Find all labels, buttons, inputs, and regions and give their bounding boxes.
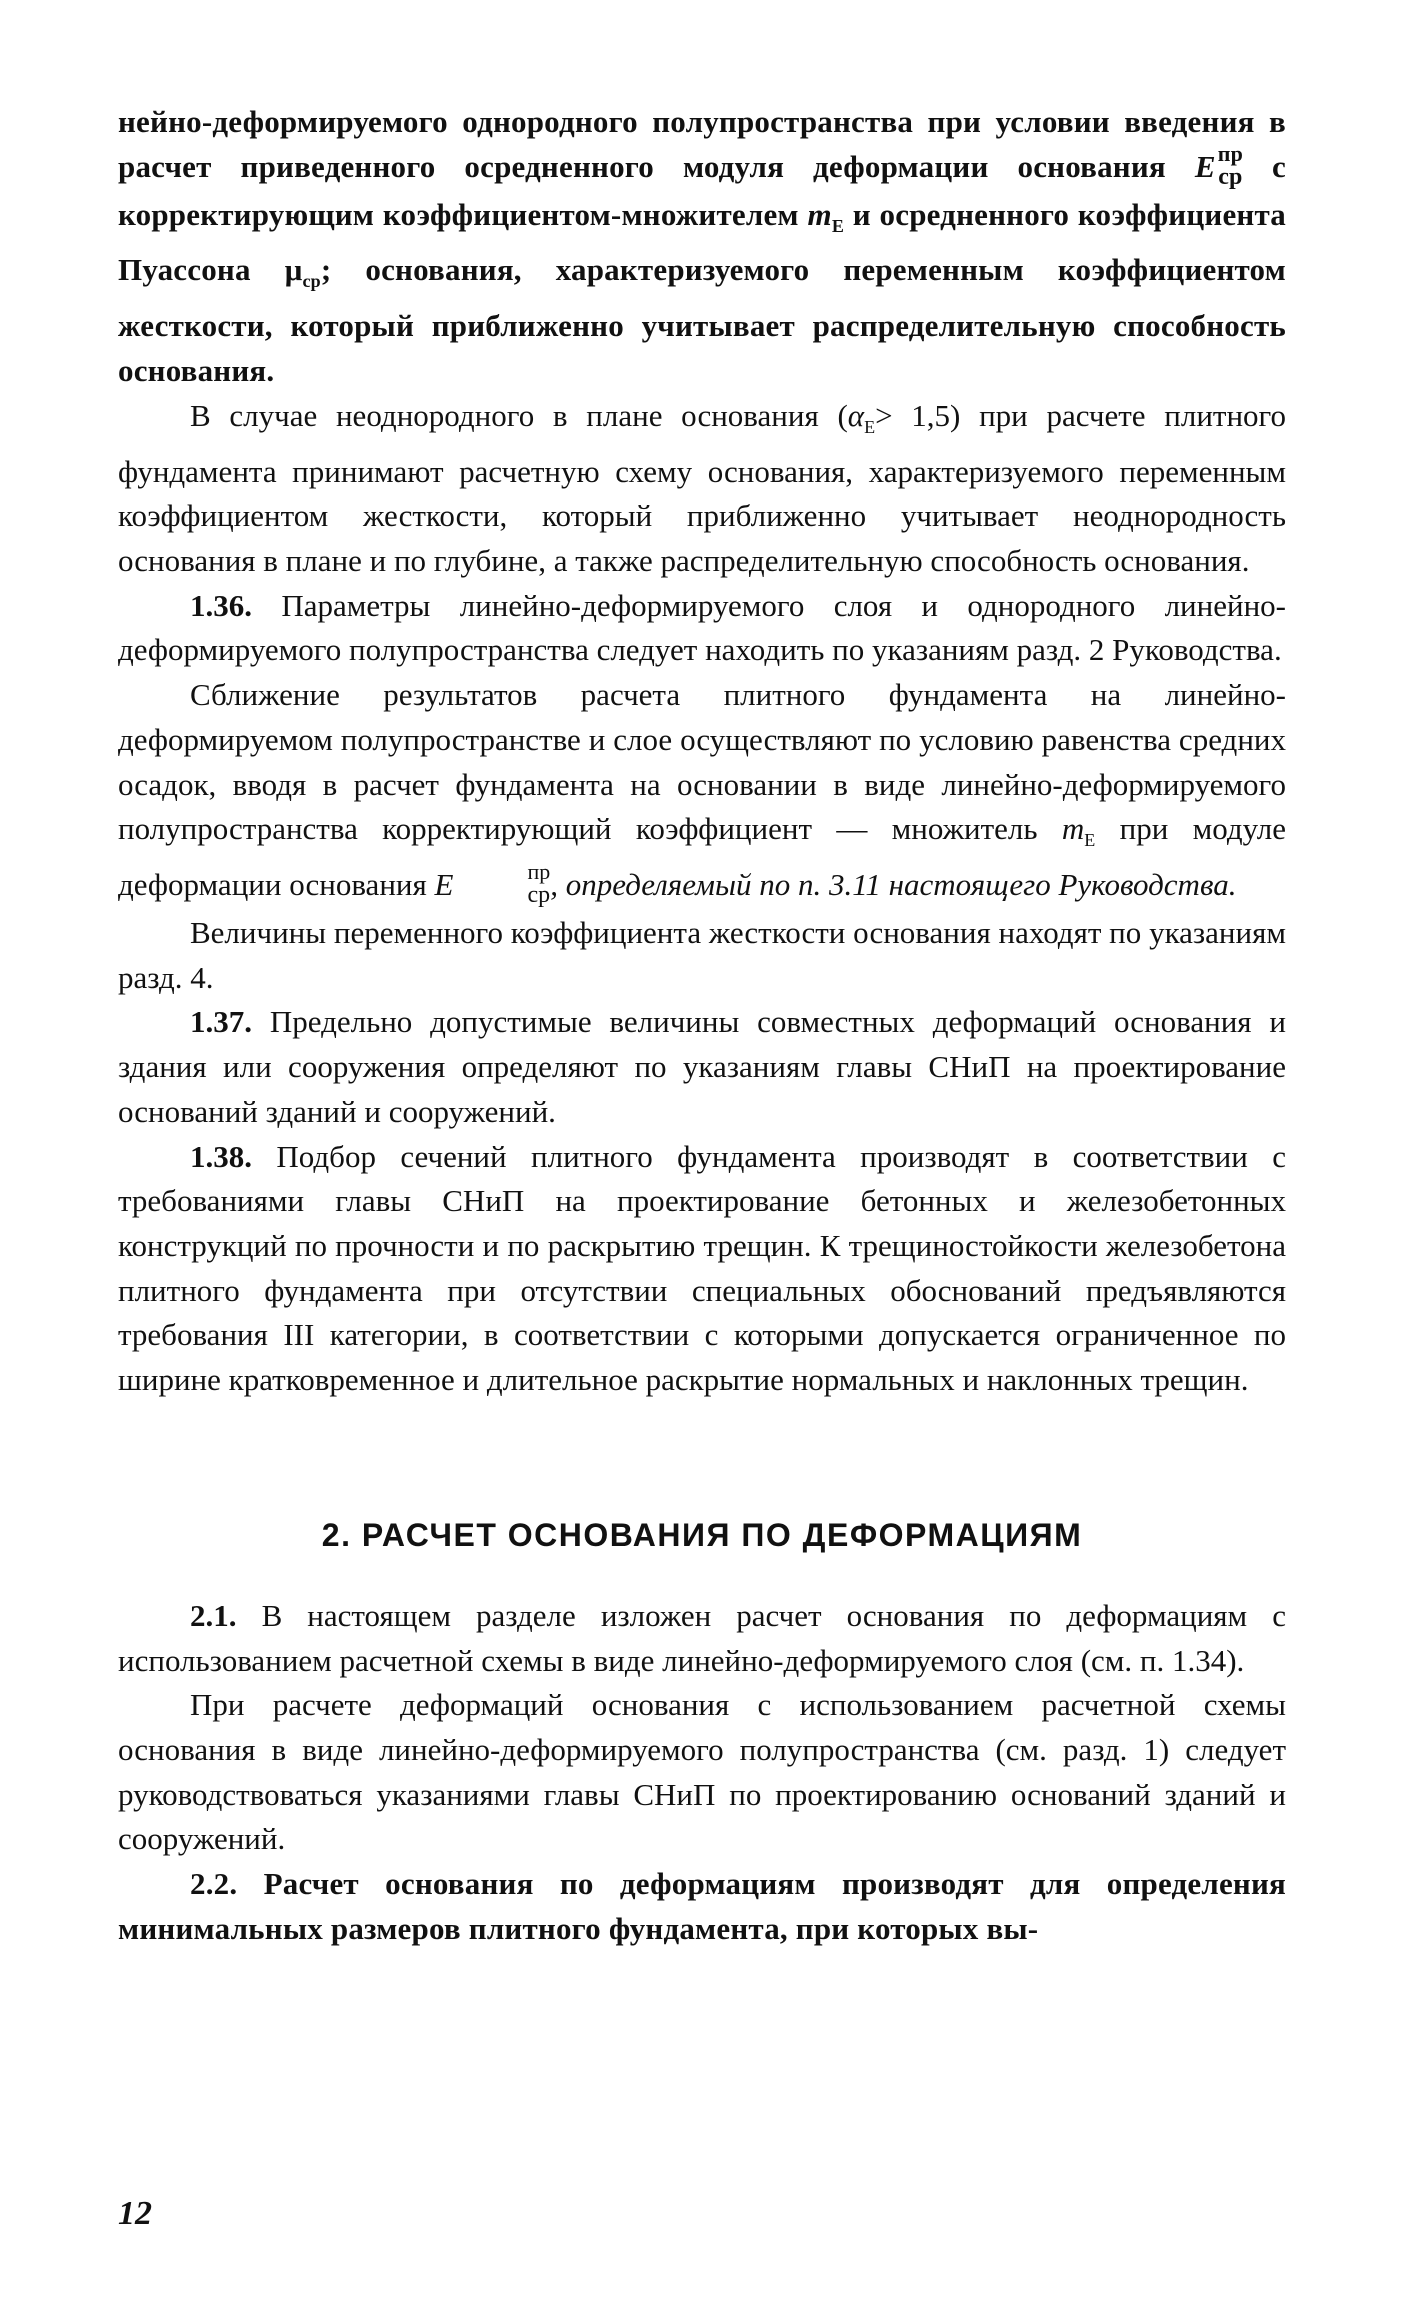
poisson-symbol: μ: [284, 252, 303, 288]
section-number: 1.37.: [190, 1004, 252, 1040]
modulus-indices: пр ср: [1217, 140, 1244, 190]
section-number: 2.1.: [190, 1597, 237, 1633]
paragraph-stiffness: Величины переменного коэффициента жесткости основания находят по указаниям разд. 4.: [118, 915, 1286, 995]
modulus-symbol: E: [1194, 148, 1216, 184]
paragraph-continuation: нейно-деформируемого однородного полупространства при условии введения в расчет приведенного осредненного модуля деформации основания E пр ср с корректирующим коэффициентом-множителем $m_E$ и осредненного коэффициента Пуассона $\mu_{ср}$; основания, характеризуемого переменным коэффициентом жесткости, который приближенно учитывает распределительную способность основания.: [118, 104, 1286, 389]
section-number: 1.38.: [190, 1138, 252, 1174]
page-body: [118, 100, 1286, 1951]
page-number: 12: [118, 2195, 152, 2232]
section-number: 1.36.: [190, 587, 252, 623]
paragraph-halfspace: При расчете деформаций основания с использованием расчетной схемы основания в виде линейно-деформируемого полупространства (см. разд. 1) следует руководствоваться указаниями главы СНиП по проектированию оснований зданий и сооружений.: [118, 1687, 1286, 1857]
section-number: 2.2.: [190, 1866, 238, 1902]
paragraph-heterogeneous-base: В случае неоднородного в плане основания $(\alpha_E> 1,5)$ при расчете плитного фундамента принимают расчетную схему основания, характеризуемого переменным коэффициентом жесткости, который приближенно учитывает неоднородность основания в плане и по глубине, а также распределительную способность основания.: [118, 397, 1286, 579]
paragraph-2-1: 2.1. В настоящем разделе изложен расчет основания по деформациям с использованием расчетной схемы в виде линейно-деформируемого слоя (см. п. 1.34).: [118, 1597, 1286, 1678]
paragraph-1-38: 1.38. Подбор сечений плитного фундамента производят в соответствии с требованиями главы СНиП на проектирование бетонных и железобетонных конструкций по прочности и по раскрытию трещин. К трещиностойкости железобетона плитного фундамента при отсутствии специальных обоснований предъявляются требования III категории, в соответствии с которыми допускается ограниченное по ширине кратковременное и длительное раскрытие нормальных и наклонных трещин.: [118, 1138, 1286, 1398]
paragraph-1-37: 1.37. Предельно допустимые величины совместных деформаций основания и здания или сооружения определяют по указаниям главы СНиП на проектирование оснований зданий и сооружений.: [118, 1004, 1286, 1129]
paragraph-convergence: Сближение результатов расчета плитного фундамента на линейно-деформируемом полупространстве и слое осуществляют по условию равенства средних осадок, вводя в расчет фундамента на основании в виде линейно-деформируемого полупространства корректирующий коэффициент — множитель $m_E$ при модуле деформации основания E пр ср , определяемый по п. 3.11 настоящего Руководства.: [118, 677, 1287, 909]
paragraph-1-36: 1.36. Параметры линейно-деформируемого слоя и однородного линейно-деформируемого полупространства следует находить по указаниям разд. 2 Руководства.: [118, 587, 1286, 668]
paragraph-2-2: 2.2. Расчет основания по деформациям производят для определения минимальных размеров плитного фундамента, при которых вы-: [118, 1866, 1286, 1946]
section-heading: 2. РАСЧЕТ ОСНОВАНИЯ ПО ДЕФОРМАЦИЯМ: [321, 1516, 1083, 1553]
